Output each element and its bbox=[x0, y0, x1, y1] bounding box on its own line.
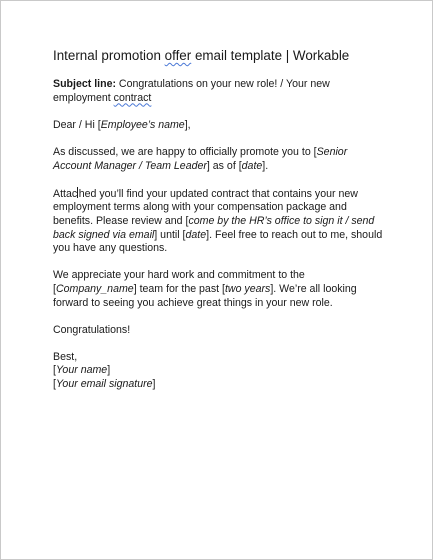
paragraph-text: As discussed, we are happy to officially promote you to [ bbox=[53, 145, 317, 158]
document-body bbox=[53, 47, 383, 392]
placeholder-email-signature: Your email signature bbox=[55, 378, 153, 391]
paragraph-text: We appreciate your hard work and commitment to the [ bbox=[53, 269, 305, 295]
paragraph-appreciation bbox=[53, 269, 383, 310]
paragraph-contract bbox=[53, 187, 383, 256]
title-text: Internal promotion bbox=[53, 48, 165, 63]
placeholder-your-name: Your name bbox=[55, 364, 108, 377]
bracket: ] bbox=[152, 378, 156, 391]
paragraph-text: hed you’ll find your updated contract that contains your new employment terms along with your compensation package and benefits. Please review and [ bbox=[53, 187, 358, 227]
placeholder-company-name: Company_name bbox=[55, 282, 134, 295]
signature-email-line bbox=[53, 378, 383, 392]
paragraph-text: ] as of [ bbox=[206, 159, 242, 172]
placeholder-tenure: two years bbox=[224, 282, 271, 295]
subject-line-label: Subject line: bbox=[53, 78, 116, 90]
placeholder-signing-instructions: come by the HR’s office to sign it / send back signed via email bbox=[53, 214, 375, 241]
greeting-text: ], bbox=[184, 118, 191, 131]
subject-line bbox=[53, 78, 383, 105]
greeting bbox=[53, 119, 383, 133]
paragraph-text: ] until [ bbox=[154, 228, 186, 241]
spellcheck-flagged-word[interactable]: contract bbox=[113, 91, 152, 104]
placeholder-new-role: Senior Account Manager / Team Leader bbox=[53, 145, 348, 172]
signature-name-line bbox=[53, 364, 383, 378]
placeholder-employee-name: Employee’s name bbox=[100, 118, 185, 131]
placeholder-date: date bbox=[241, 159, 263, 172]
bracket: [ bbox=[53, 364, 56, 377]
bracket: [ bbox=[53, 378, 56, 391]
paragraph-text: Attac bbox=[53, 187, 78, 200]
paragraph-text: ] team for the past [ bbox=[133, 282, 225, 295]
paragraph-text: ]. bbox=[262, 159, 269, 172]
signature-block bbox=[53, 351, 383, 392]
congratulations-line: Congratulations! bbox=[53, 323, 131, 336]
greeting-text: Dear / Hi [ bbox=[53, 118, 101, 131]
paragraph-text: ]. We’re all looking forward to seeing you achieve great things in your new role. bbox=[53, 282, 357, 309]
placeholder-date: date bbox=[185, 228, 207, 241]
subject-line-text: Congratulations on your new role! / Your new employment bbox=[53, 78, 330, 104]
spellcheck-flagged-word[interactable]: offer bbox=[164, 48, 192, 63]
bracket: ] bbox=[107, 364, 111, 377]
sign-off: Best, bbox=[53, 350, 78, 363]
paragraph-text: ]. Feel free to reach out to me, should you have any questions. bbox=[53, 228, 383, 255]
title-text: email template | Workable bbox=[191, 48, 350, 63]
paragraph-promotion bbox=[53, 146, 383, 173]
document-title bbox=[53, 47, 383, 64]
